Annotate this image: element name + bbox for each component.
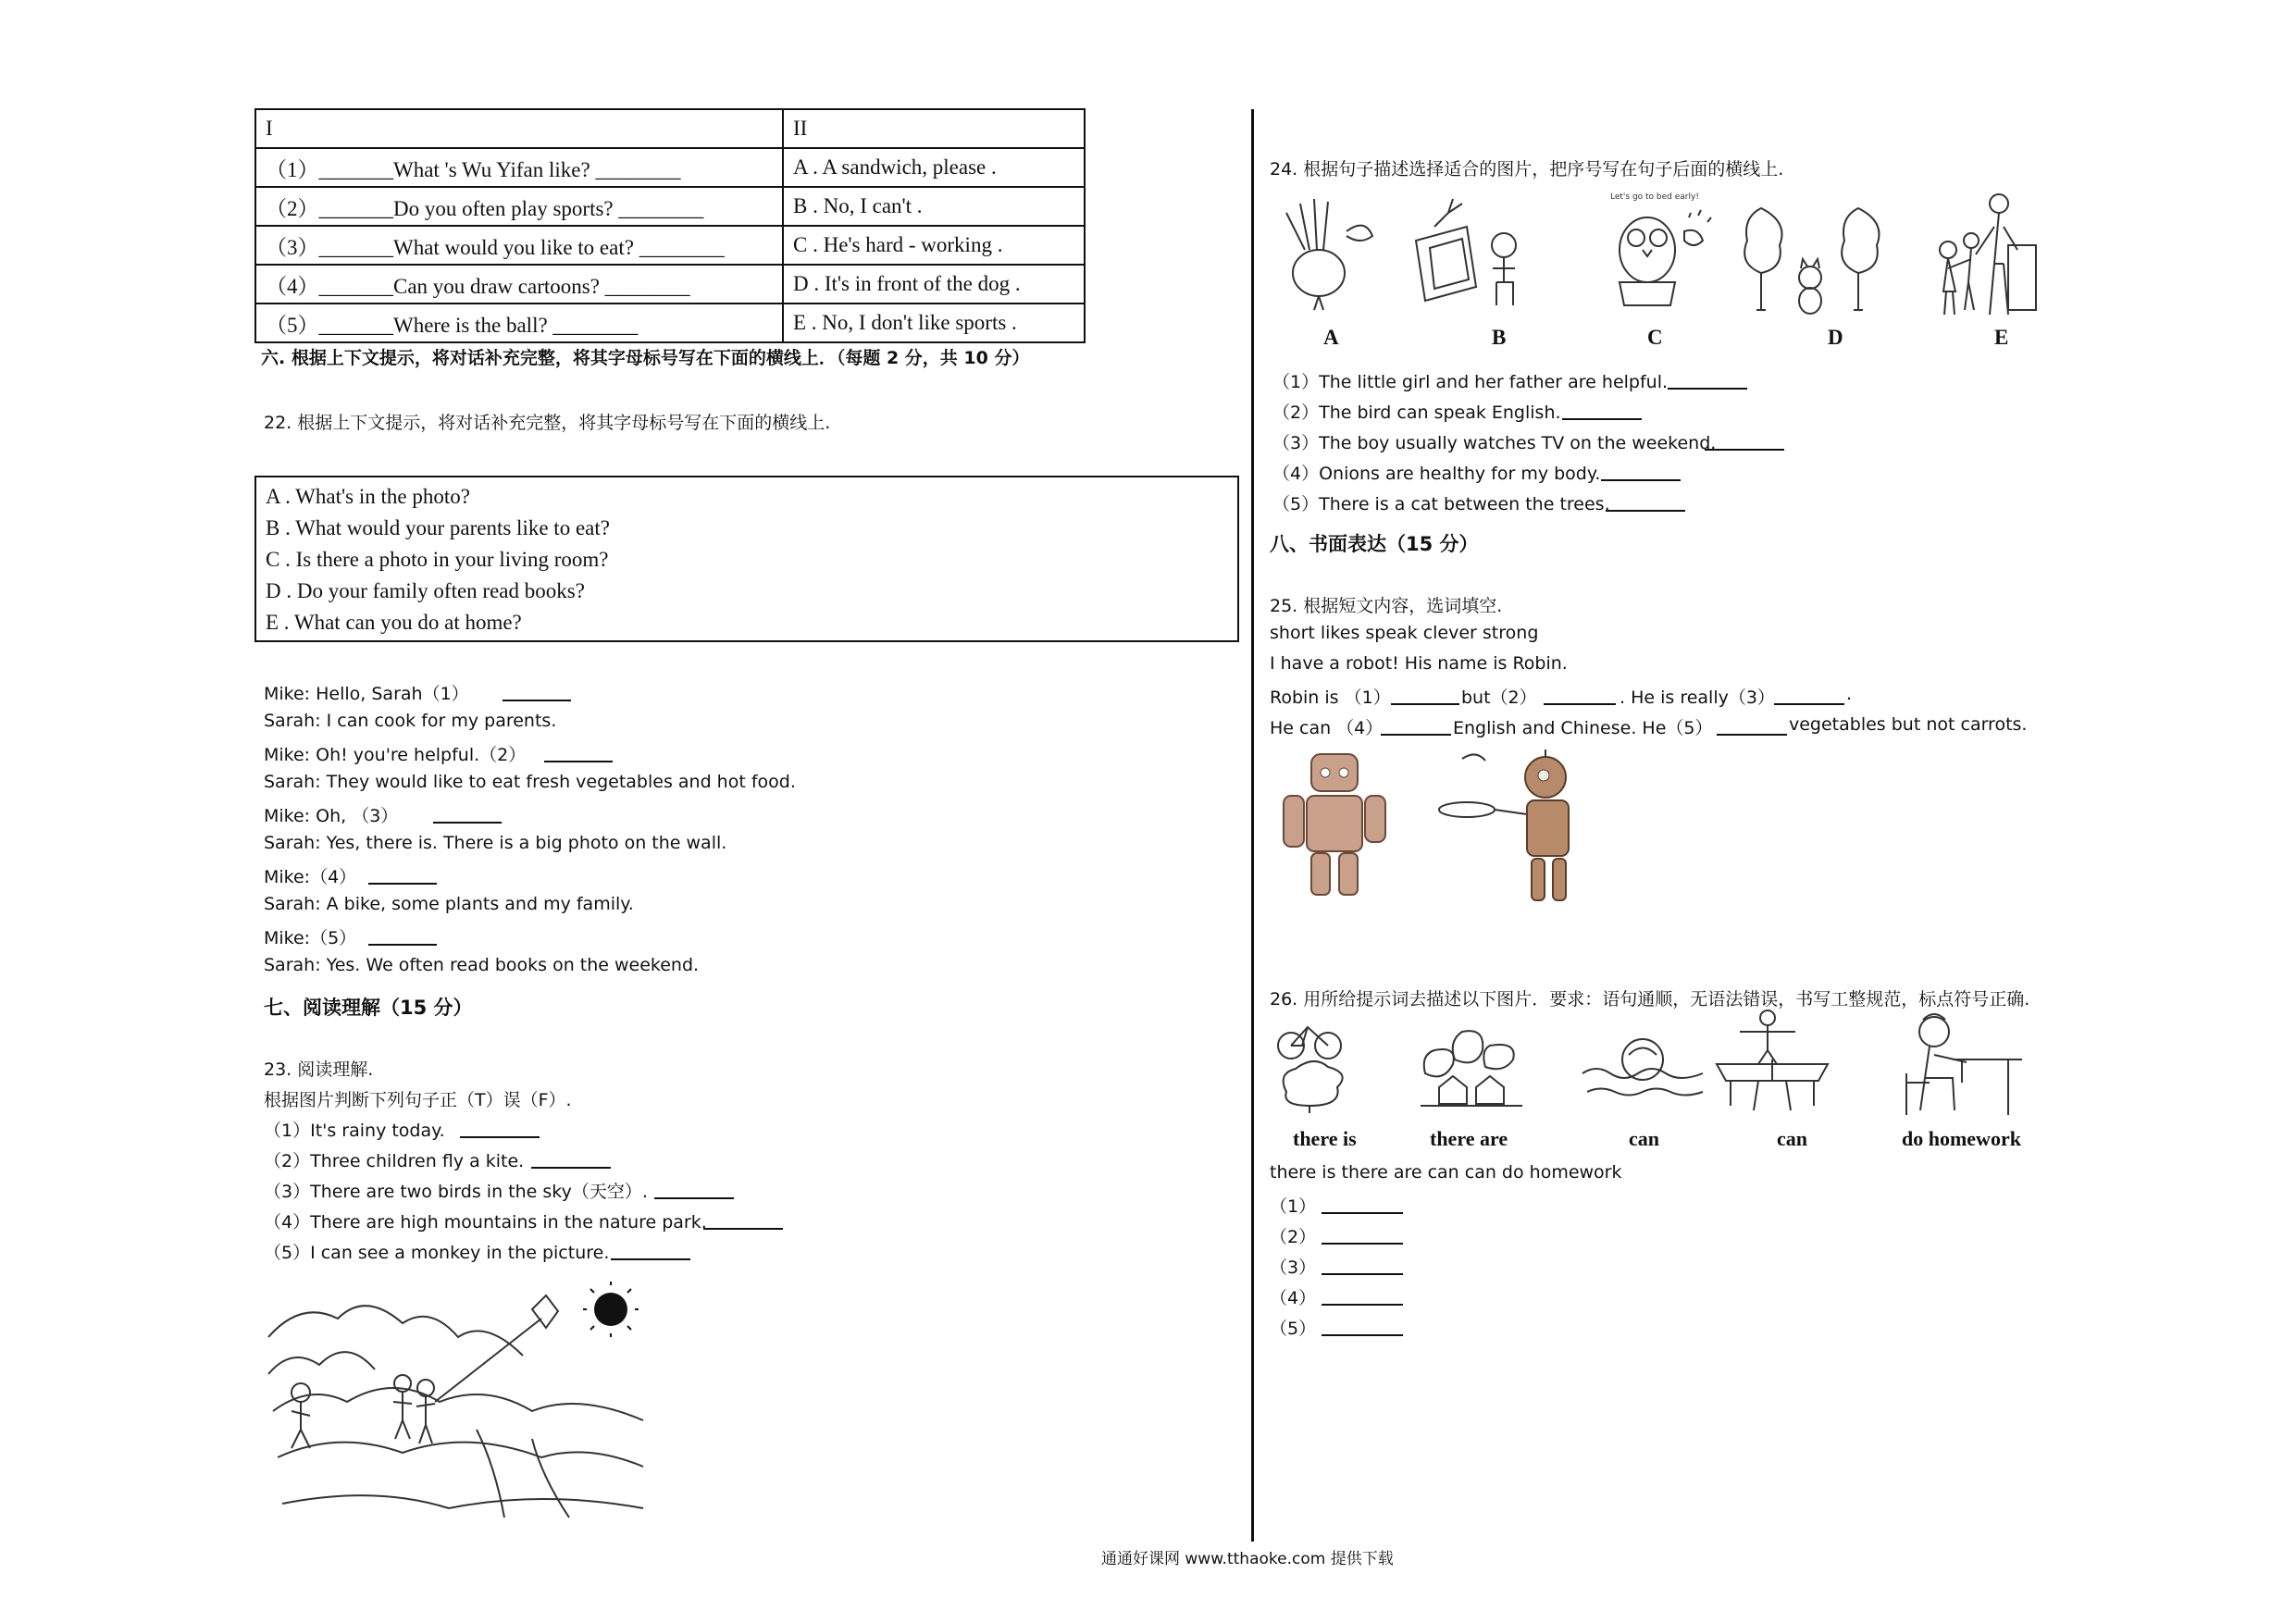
answer-label: （5） <box>1270 1319 1317 1339</box>
answer-label: （4） <box>1270 1288 1317 1308</box>
passage-line: I have a robot! His name is Robin. <box>1270 653 1568 674</box>
tf-item: （3）There are two birds in the sky（天空）. <box>264 1182 648 1202</box>
keyword-line: there is there are can can do homework <box>1270 1162 1622 1183</box>
answer-blank[interactable] <box>1322 1212 1403 1214</box>
dialogue-line: Sarah: Yes. We often read books on the weekend. <box>264 955 700 975</box>
q25-stem: 25. 根据短文内容，选词填空. <box>1270 596 1503 616</box>
tf-item: （5）I can see a monkey in the picture. <box>264 1243 610 1263</box>
answer-blank[interactable] <box>1705 449 1784 451</box>
answer-blank[interactable] <box>433 822 502 824</box>
q24-item: （4）Onions are healthy for my body. <box>1272 464 1601 484</box>
options-box <box>254 476 1239 642</box>
answer-blank[interactable] <box>1322 1243 1403 1245</box>
owl-picture <box>1606 190 1717 319</box>
answer-blank[interactable] <box>1544 703 1616 705</box>
pic-keyword: there is <box>1293 1127 1357 1150</box>
q24-item: （3）The boy usually watches TV on the weekend. <box>1272 433 1717 453</box>
pic-keyword: can <box>1629 1127 1659 1150</box>
answer-label: （2） <box>1270 1227 1317 1247</box>
tf-item: （2）Three children fly a kite. <box>264 1151 525 1171</box>
answer-blank[interactable] <box>368 944 437 946</box>
q26-stem: 26. 用所给提示词去描述以下图片．要求：语句通顺，无语法错误，书写工整规范，标点符号正确. <box>1270 989 2030 1010</box>
pic-keyword: do homework <box>1902 1127 2021 1150</box>
dialogue-line: Sarah: They would like to eat fresh vegetables and hot food. <box>264 772 796 792</box>
pic-keyword: there are <box>1430 1127 1508 1150</box>
q23-stem: 23. 阅读理解. <box>264 1059 374 1080</box>
question-cell: （4）_______Can you draw cartoons? ________ <box>255 265 783 304</box>
dialogue-line: Mike: Hello, Sarah（1） <box>264 684 469 704</box>
answer-blank[interactable] <box>1668 388 1747 390</box>
answer-blank[interactable] <box>1601 479 1681 481</box>
answer-cell: D . It's in front of the dog . <box>783 265 1085 304</box>
table-tennis-picture <box>1712 1009 1832 1115</box>
pic-label-b: B <box>1492 326 1507 349</box>
option-b: B . What would your parents like to eat? <box>266 516 610 539</box>
trees-houses-picture <box>1416 1013 1527 1115</box>
answer-cell: C . He's hard - working . <box>783 226 1085 265</box>
tf-item: （1）It's rainy today. <box>264 1121 445 1141</box>
girl-father-picture <box>1920 190 2050 324</box>
answer-blank[interactable] <box>654 1197 734 1199</box>
q22-stem: 22. 根据上下文提示，将对话补充完整，将其字母标号写在下面的横线上. <box>264 413 831 433</box>
section7-title: 七、阅读理解（15 分） <box>264 997 473 1019</box>
match-table <box>254 108 1086 343</box>
passage-line: vegetables but not carrots. <box>1789 714 2028 735</box>
question-cell: （5）_______Where is the ball? ________ <box>255 304 783 342</box>
bike-tree-picture <box>1272 1013 1374 1115</box>
passage-line: He can （4） <box>1270 718 1384 738</box>
answer-blank[interactable] <box>1381 734 1451 736</box>
answer-blank[interactable] <box>1717 734 1787 736</box>
option-d: D . Do your family often read books? <box>266 579 585 602</box>
dialogue-line: Mike:（5） <box>264 928 357 948</box>
answer-blank[interactable] <box>1322 1334 1403 1336</box>
dialogue-line: Mike:（4） <box>264 867 357 887</box>
answer-label: （3） <box>1270 1258 1317 1278</box>
answer-blank[interactable] <box>1562 418 1642 420</box>
tf-item: （4）There are high mountains in the nature park. <box>264 1212 707 1233</box>
q24-item: （1）The little girl and her father are helpful. <box>1272 372 1669 392</box>
answer-blank[interactable] <box>1322 1304 1403 1306</box>
q24-item: （5）There is a cat between the trees. <box>1272 494 1610 514</box>
question-cell: （3）_______What would you like to eat? ________ <box>255 226 783 265</box>
passage-line: Robin is （1） <box>1270 688 1391 708</box>
dialogue-line: Sarah: A bike, some plants and my family. <box>264 894 634 914</box>
pic-label-c: C <box>1647 326 1663 349</box>
answer-blank[interactable] <box>1606 510 1685 512</box>
table-row <box>255 187 1085 226</box>
answer-blank[interactable] <box>544 761 613 762</box>
answer-label: （1） <box>1270 1196 1317 1217</box>
dialogue-line: Sarah: I can cook for my parents. <box>264 711 557 731</box>
question-cell: （1）_______What 's Wu Yifan like? ________ <box>255 148 783 187</box>
onion-picture <box>1272 194 1384 315</box>
word-bank: short likes speak clever strong <box>1270 623 1539 643</box>
table-row <box>255 304 1085 342</box>
swimmer-picture <box>1578 1022 1707 1110</box>
dialogue-line: Mike: Oh, （3） <box>264 806 399 826</box>
robot-picture <box>1270 740 1399 902</box>
table-row <box>255 226 1085 265</box>
pic-label-d: D <box>1828 326 1843 349</box>
pic-label-a: A <box>1323 326 1339 349</box>
answer-blank[interactable] <box>1774 703 1844 705</box>
col2-header: II <box>783 109 1085 148</box>
pic-label-e: E <box>1994 326 2009 349</box>
option-a: A . What's in the photo? <box>266 485 470 508</box>
answer-blank[interactable] <box>1322 1273 1403 1275</box>
question-cell: （2）_______Do you often play sports? ________ <box>255 187 783 226</box>
answer-cell: E . No, I don't like sports . <box>783 304 1085 342</box>
boy-tv-picture <box>1411 194 1532 315</box>
q24-item: （2）The bird can speak English. <box>1272 403 1561 423</box>
dialogue-line: Sarah: Yes, there is. There is a big photo on the wall. <box>264 833 727 853</box>
col1-header: I <box>255 109 783 148</box>
answer-cell: B . No, I can't . <box>783 187 1085 226</box>
pic-c-caption: Let's go to bed early! <box>1610 192 1699 202</box>
pic-keyword: can <box>1777 1127 1807 1150</box>
passage-line: . He is really（3） <box>1620 688 1775 708</box>
answer-blank[interactable] <box>503 700 571 701</box>
q23-instruction: 根据图片判断下列句子正（T）误（F）. <box>264 1090 572 1110</box>
section8-title: 八、书面表达（15 分） <box>1270 533 1479 555</box>
answer-blank[interactable] <box>531 1167 611 1169</box>
nature-park-picture <box>264 1282 652 1522</box>
homework-picture <box>1888 1009 2027 1120</box>
robot-cooking-picture <box>1425 750 1587 911</box>
table-row <box>255 148 1085 187</box>
answer-blank[interactable] <box>460 1136 540 1138</box>
dialogue-line: Mike: Oh! you're helpful.（2） <box>264 745 527 765</box>
option-c: C . Is there a photo in your living room? <box>266 548 609 571</box>
passage-line: but（2） <box>1461 688 1537 708</box>
answer-blank[interactable] <box>368 883 437 885</box>
table-row <box>255 265 1085 304</box>
q24-stem: 24. 根据句子描述选择适合的图片，把序号写在句子后面的横线上. <box>1270 159 1784 180</box>
section6-title: 六. 根据上下文提示，将对话补充完整，将其字母标号写在下面的横线上．（每题 2 分，共 10 分） <box>261 348 1030 368</box>
table-row <box>255 109 1085 148</box>
trees-cat-picture <box>1738 199 1886 319</box>
column-divider <box>1251 109 1254 1542</box>
answer-blank[interactable] <box>1391 703 1459 705</box>
passage-line: . <box>1846 684 1853 704</box>
answer-blank[interactable] <box>703 1228 783 1230</box>
answer-cell: A . A sandwich, please . <box>783 148 1085 187</box>
answer-blank[interactable] <box>611 1258 690 1260</box>
option-e: E . What can you do at home? <box>266 611 522 634</box>
passage-line: English and Chinese. He（5） <box>1453 718 1713 738</box>
footer-text: 通通好课网 www.tthaoke.com 提供下载 <box>1101 1550 1394 1568</box>
